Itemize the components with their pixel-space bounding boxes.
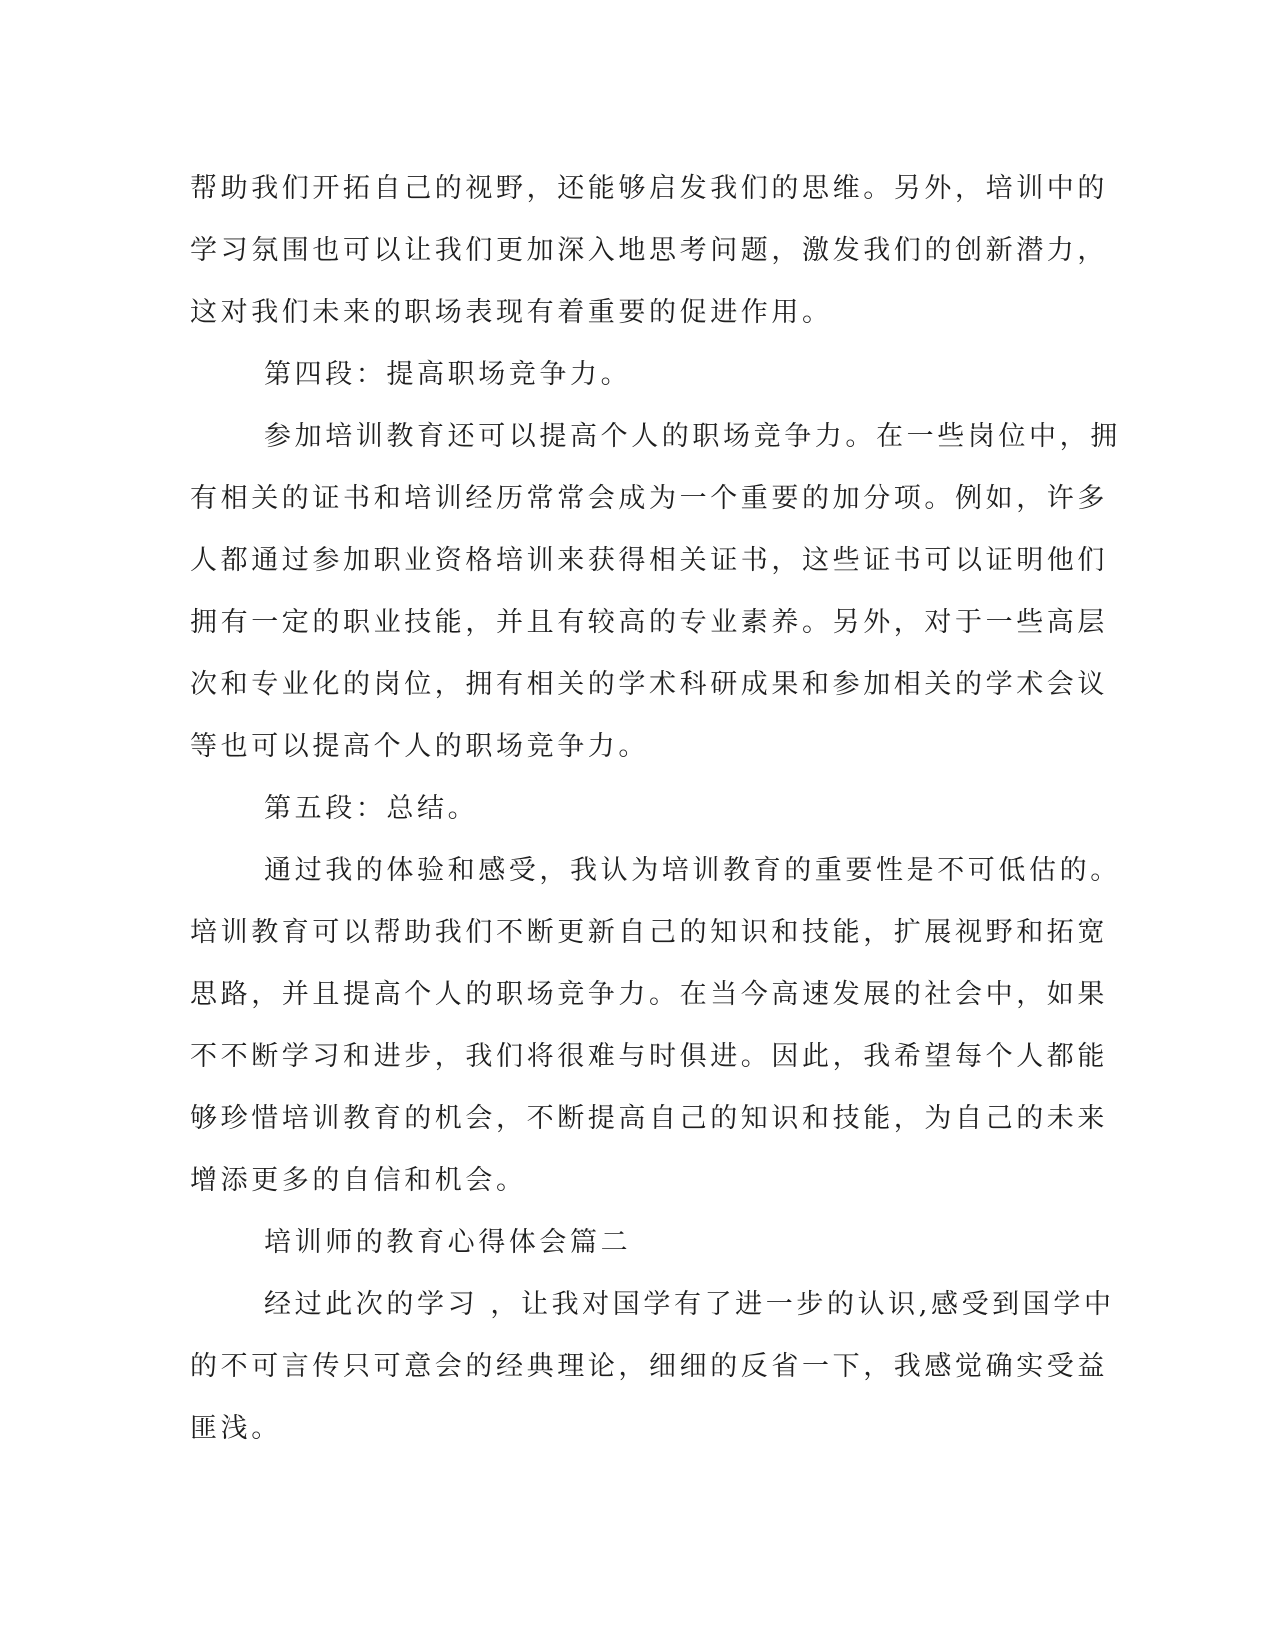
- section-heading: 第五段：总结。: [264, 793, 479, 824]
- article-title: 培训师的教育心得体会篇二: [264, 1227, 632, 1258]
- text-line: 等也可以提高个人的职场竞争力。: [190, 731, 649, 762]
- text-line: 增添更多的自信和机会。: [190, 1165, 527, 1196]
- text-line: 学习氛围也可以让我们更加深入地思考问题，激发我们的创新潜力，: [190, 235, 1108, 266]
- text-line: 人都通过参加职业资格培训来获得相关证书，这些证书可以证明他们: [190, 545, 1108, 576]
- document-body: [190, 158, 1121, 1460]
- text-line: 思路，并且提高个人的职场竞争力。在当今高速发展的社会中，如果: [190, 979, 1108, 1010]
- paragraph-start: 经过此次的学习 ，让我对国学有了进一步的认识,感受到国学中: [264, 1289, 1115, 1320]
- text-line: 次和专业化的岗位，拥有相关的学术科研成果和参加相关的学术会议: [190, 669, 1108, 700]
- section-heading: 第四段：提高职场竞争力。: [264, 359, 632, 390]
- paragraph-start: 通过我的体验和感受，我认为培训教育的重要性是不可低估的。: [264, 855, 1121, 886]
- text-line: 拥有一定的职业技能，并且有较高的专业素养。另外，对于一些高层: [190, 607, 1108, 638]
- text-line: 不不断学习和进步，我们将很难与时俱进。因此，我希望每个人都能: [190, 1041, 1108, 1072]
- text-line: 有相关的证书和培训经历常常会成为一个重要的加分项。例如，许多: [190, 483, 1108, 514]
- text-line: 帮助我们开拓自己的视野，还能够启发我们的思维。另外，培训中的: [190, 173, 1108, 204]
- text-line: 匪浅。: [190, 1413, 282, 1444]
- paragraph-start: 参加培训教育还可以提高个人的职场竞争力。在一些岗位中，拥: [264, 421, 1121, 452]
- text-line: 培训教育可以帮助我们不断更新自己的知识和技能，扩展视野和拓宽: [190, 917, 1108, 948]
- text-line: 这对我们未来的职场表现有着重要的促进作用。: [190, 297, 833, 328]
- text-line: 的不可言传只可意会的经典理论，细细的反省一下，我感觉确实受益: [190, 1351, 1108, 1382]
- text-line: 够珍惜培训教育的机会，不断提高自己的知识和技能，为自己的未来: [190, 1103, 1108, 1134]
